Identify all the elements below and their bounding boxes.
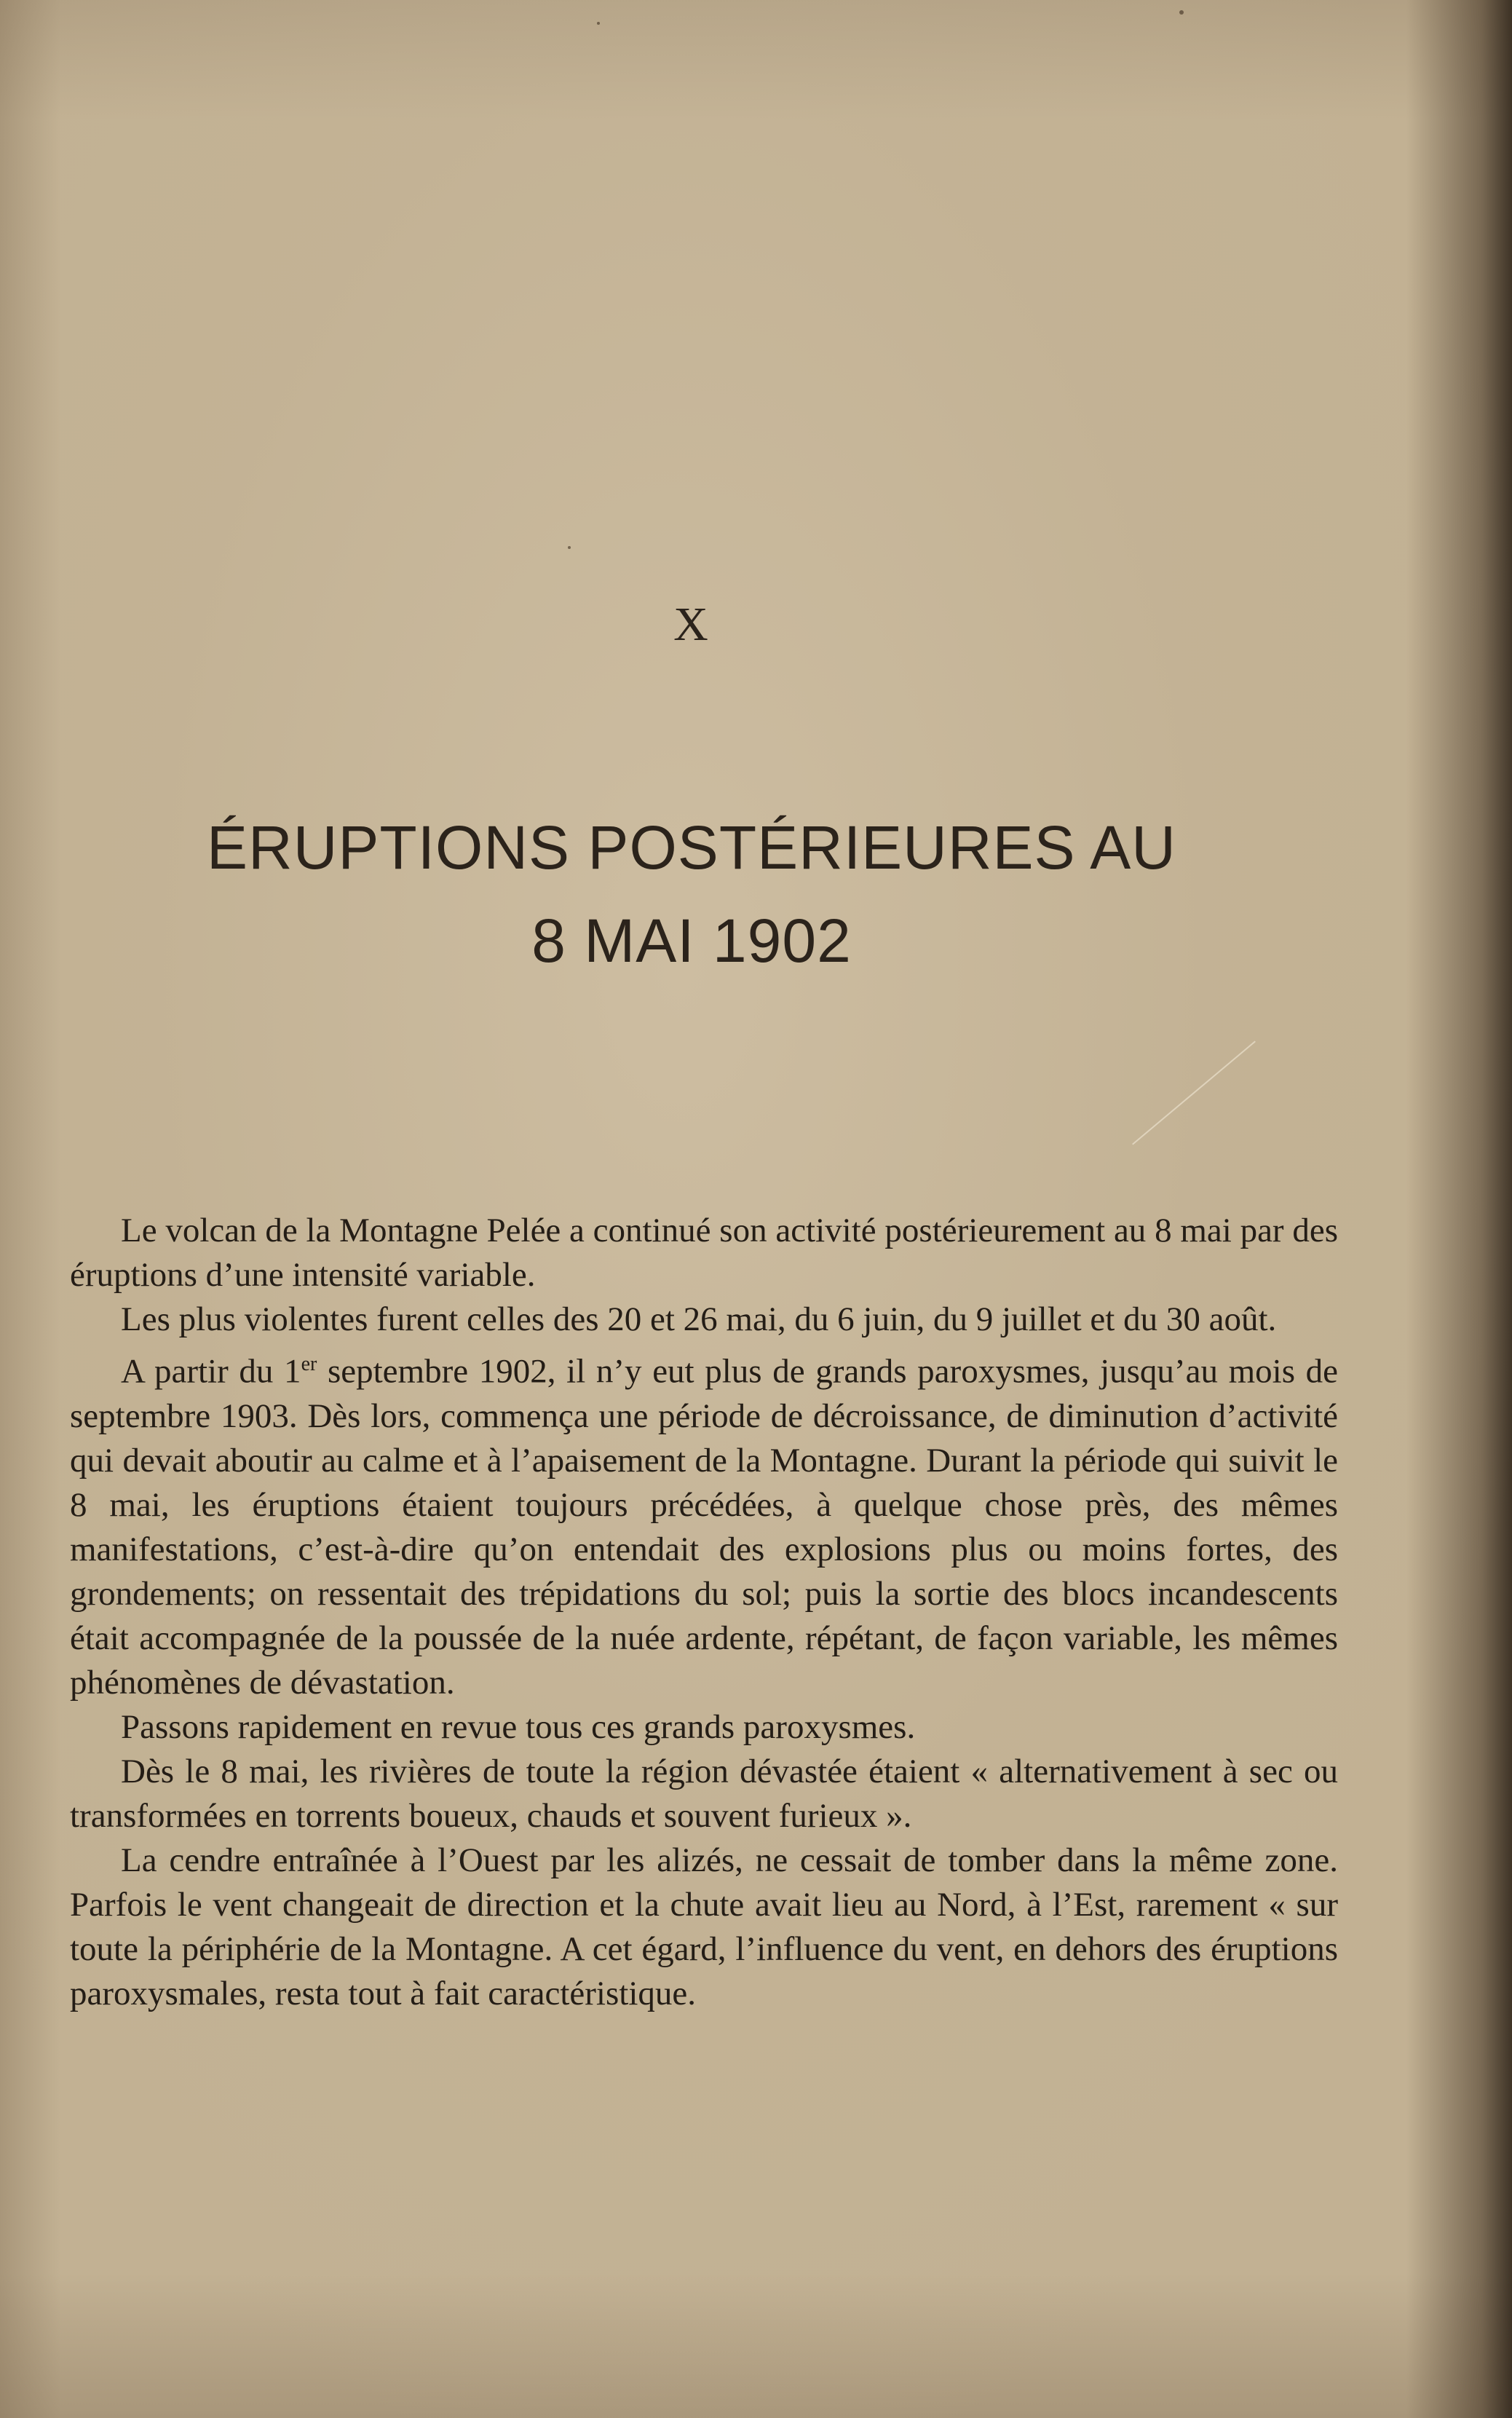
chapter-number: X [673, 598, 710, 651]
chapter-title-line-1: ÉRUPTIONS POSTÉRIEURES AU [207, 813, 1176, 882]
chapter-title-line-2: 8 MAI 1902 [531, 906, 852, 975]
paragraph: Dès le 8 mai, les rivières de toute la région dévastée étaient « alternativement à sec ou transformées en torrents boueux, chauds et souvent furieux ». [70, 1752, 1338, 1835]
paragraph-text-rest: septembre 1902, il n’y eut plus de grands paroxysmes, jusqu’au mois de septembre 1903. Dès lors, commença une période de décroissance, de diminution d’activité qui devait aboutir au calme et à l’apaisement de la Montagne. Durant la période qui suivit le 8 mai, les éruptions étaient toujours précédées, à quelque chose près, des mêmes manifestations, c’est-à-dire qu’on entendait des explosions plus ou moins fortes, des grondements; on ressentait des trépidations du sol; puis la sortie des blocs incandescents était accompagnée de la poussée de la nuée ardente, répétant, de façon variable, les mêmes phénomènes de dévastation. [70, 1352, 1338, 1702]
paper-fold-mark [1132, 1041, 1256, 1145]
chapter-body [70, 1209, 1338, 2016]
paper-speck [597, 22, 600, 25]
ordinal-superscript: er [301, 1353, 317, 1375]
paragraph: La cendre entraînée à l’Ouest par les alizés, ne cessait de tomber dans la même zone. Parfois le vent changeait de direction et la chute avait lieu au Nord, à l’Est, rarement « sur toute la périphérie de la Montagne. A cet égard, l’influence du vent, en dehors des éruptions paroxysmales, resta tout à fait caractéristique. [70, 1841, 1338, 2012]
paragraph: Le volcan de la Montagne Pelée a continué son activité postérieurement au 8 mai par des éruptions d’une intensité variable. [70, 1212, 1338, 1294]
paper-speck [1179, 10, 1184, 15]
paragraph: Les plus violentes furent celles des 20 et 26 mai, du 6 juin, du 9 juillet et du 30 août. [121, 1300, 1277, 1338]
paragraph: Passons rapidement en revue tous ces grands paroxysmes. [121, 1707, 916, 1746]
paragraph-text-start: A partir du 1 [121, 1352, 301, 1391]
paragraph [70, 1342, 1338, 1705]
paper-speck [568, 546, 571, 549]
chapter-title [0, 801, 1383, 987]
